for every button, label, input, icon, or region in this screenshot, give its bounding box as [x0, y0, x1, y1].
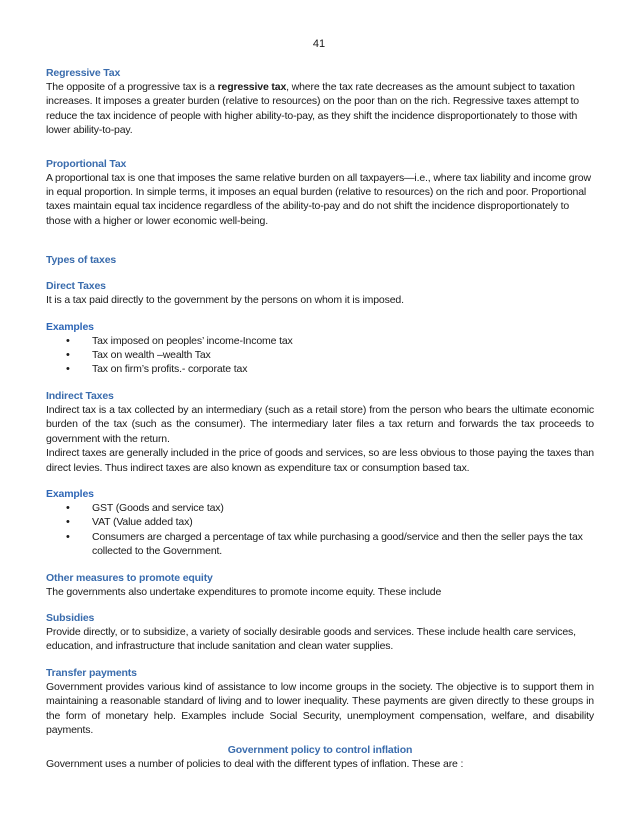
page-number: 41: [312, 38, 326, 50]
regressive-text-after: , where the tax rate decreases as the amount subject to taxation increases. It imposes a greater burden (relative to resources) on the poor than on the rich. Regressive taxes attempt to reduce the tax incidence of people with higher ability-to-pay, as they shift the incidence disproportionately to those with lower ability-to-pay.: [46, 81, 579, 137]
heading-indirect-taxes: Indirect Taxes: [46, 389, 114, 402]
heading-inflation-policy: Government policy to control inflation: [227, 744, 413, 757]
list-item: • Tax on wealth –wealth Tax: [46, 348, 594, 362]
paragraph-regressive-tax: [46, 80, 594, 138]
list-item: • Tax imposed on peoples’ income-Income tax: [46, 334, 594, 348]
list-item: • Tax on firm’s profits.- corporate tax: [46, 362, 594, 376]
list-item: • GST (Goods and service tax): [46, 501, 594, 515]
paragraph-transfer-payments: Government provides various kind of assistance to low income groups in the society. The objective is to support them in maintaining a reasonable standard of living and to lower inequality. These payments are given directly to these groups in the form of monetary help. Examples include Social Security, unemployment compensation, welfare, and disability payments.: [46, 680, 594, 736]
regressive-text-before: The opposite of a progressive tax is a: [46, 81, 218, 93]
paragraph-other-measures: The governments also undertake expenditures to promote income equity. These include: [46, 585, 442, 598]
paragraph-indirect-taxes-2: Indirect taxes are generally included in the price of goods and services, so are less obvious to those paying the taxes than direct levies. Thus indirect taxes are also known as expenditure tax or consumption based tax.: [46, 447, 594, 474]
direct-examples-list: [46, 334, 594, 377]
heading-indirect-examples: Examples: [46, 487, 94, 500]
paragraph-inflation-policy: Government uses a number of policies to deal with the different types of inflation. These are :: [46, 758, 464, 771]
paragraph-subsidies: Provide directly, or to subsidize, a variety of socially desirable goods and services. These include health care services, education, and infrastructure that include sanitation and clean water supplies.: [46, 625, 576, 653]
paragraph-indirect-taxes-1: Indirect tax is a tax collected by an intermediary (such as a retail store) from the person who bears the ultimate economic burden of the tax (such as the consumer). The intermediary later files a tax return and forwards the tax proceeds to government with the return.: [46, 403, 594, 445]
heading-types-of-taxes: Types of taxes: [46, 254, 117, 267]
paragraph-direct-taxes: It is a tax paid directly to the government by the persons on whom it is imposed.: [46, 294, 404, 307]
heading-regressive-tax: Regressive Tax: [46, 67, 121, 79]
list-item: • VAT (Value added tax): [46, 515, 594, 529]
regressive-term: regressive tax: [217, 81, 287, 93]
paragraph-proportional-tax: A proportional tax is one that imposes the same relative burden on all taxpayers—i.e., where tax liability and income grow in equal proportion. In simple terms, it imposes an equal burden (relative to resources) on the rich and poor. Proportional taxes maintain equal tax incidence regardless of the ability-to-pay and do not shift the incidence disproportionately to those with a higher or lower economic well-being.: [46, 171, 591, 227]
indirect-examples-list: [46, 501, 594, 559]
heading-direct-taxes: Direct Taxes: [46, 280, 106, 293]
list-item: • Consumers are charged a percentage of tax while purchasing a good/service and then the seller pays the tax collected to the Government.: [46, 530, 594, 559]
heading-direct-examples: Examples: [46, 320, 94, 333]
heading-proportional-tax: Proportional Tax: [46, 157, 127, 170]
heading-subsidies: Subsidies: [46, 611, 95, 624]
heading-transfer-payments: Transfer payments: [46, 666, 137, 679]
heading-other-measures: Other measures to promote equity: [46, 571, 213, 584]
page-content: [46, 66, 594, 772]
